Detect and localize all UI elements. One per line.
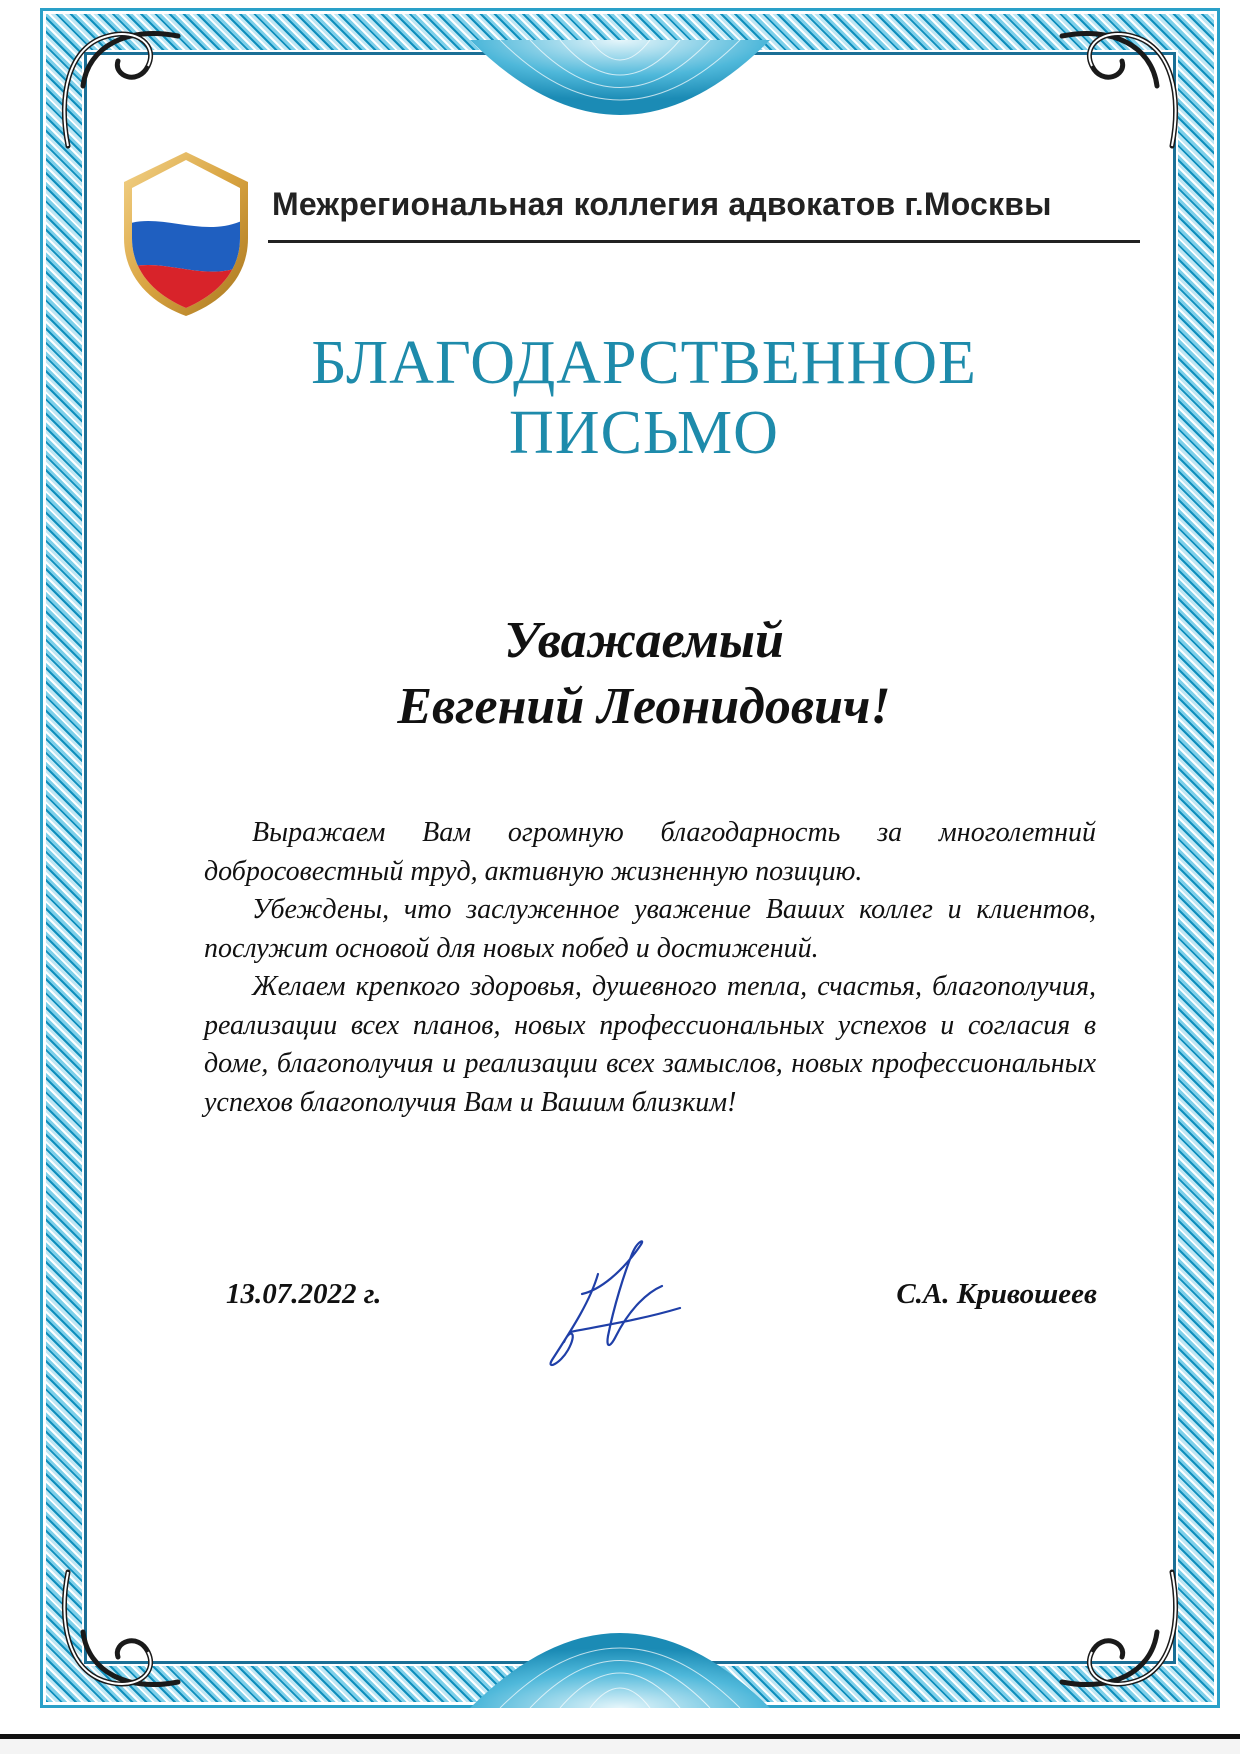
organization-name: Межрегиональная коллегия адвокатов г.Москвы <box>272 186 1052 222</box>
letter-date: 13.07.2022 г. <box>226 1278 382 1310</box>
signer-name: С.А. Кривошеев <box>896 1278 1097 1310</box>
letter-body <box>204 814 1096 1122</box>
document-title <box>200 328 1088 468</box>
shield-flag-icon <box>118 150 254 318</box>
document-title-line2: ПИСЬМО <box>509 399 779 467</box>
corner-ornament-top-right <box>1042 16 1192 166</box>
greeting-line1: Уважаемый <box>504 612 784 669</box>
body-paragraph: Выражаем Вам огромную благодарность за многолетний добросовестный труд, активную жизненную позицию. <box>204 817 1096 887</box>
bottom-guilloche-ornament <box>470 1598 770 1708</box>
document-title-line1: БЛАГОДАРСТВЕННОЕ <box>311 329 977 397</box>
scan-edge-line <box>0 1734 1240 1739</box>
header-divider <box>268 240 1140 243</box>
corner-ornament-bottom-left <box>48 1552 198 1702</box>
corner-ornament-top-left <box>48 16 198 166</box>
greeting <box>200 608 1088 740</box>
body-paragraph: Желаем крепкого здоровья, душевного тепла, счастья, благополучия, реализации всех планов, новых профессиональных успехов и согласия в доме, благополучия и реализации всех замыслов, новых профессиональных успехов благополучия Вам и Вашим близким! <box>204 971 1096 1118</box>
greeting-line2: Евгений Леонидович! <box>397 678 891 735</box>
body-paragraph: Убеждены, что заслуженное уважение Ваших коллег и клиентов, послужит основой для новых побед и достижений. <box>204 894 1096 964</box>
signature-icon <box>530 1232 720 1382</box>
corner-ornament-bottom-right <box>1042 1552 1192 1702</box>
top-guilloche-ornament <box>470 40 770 150</box>
